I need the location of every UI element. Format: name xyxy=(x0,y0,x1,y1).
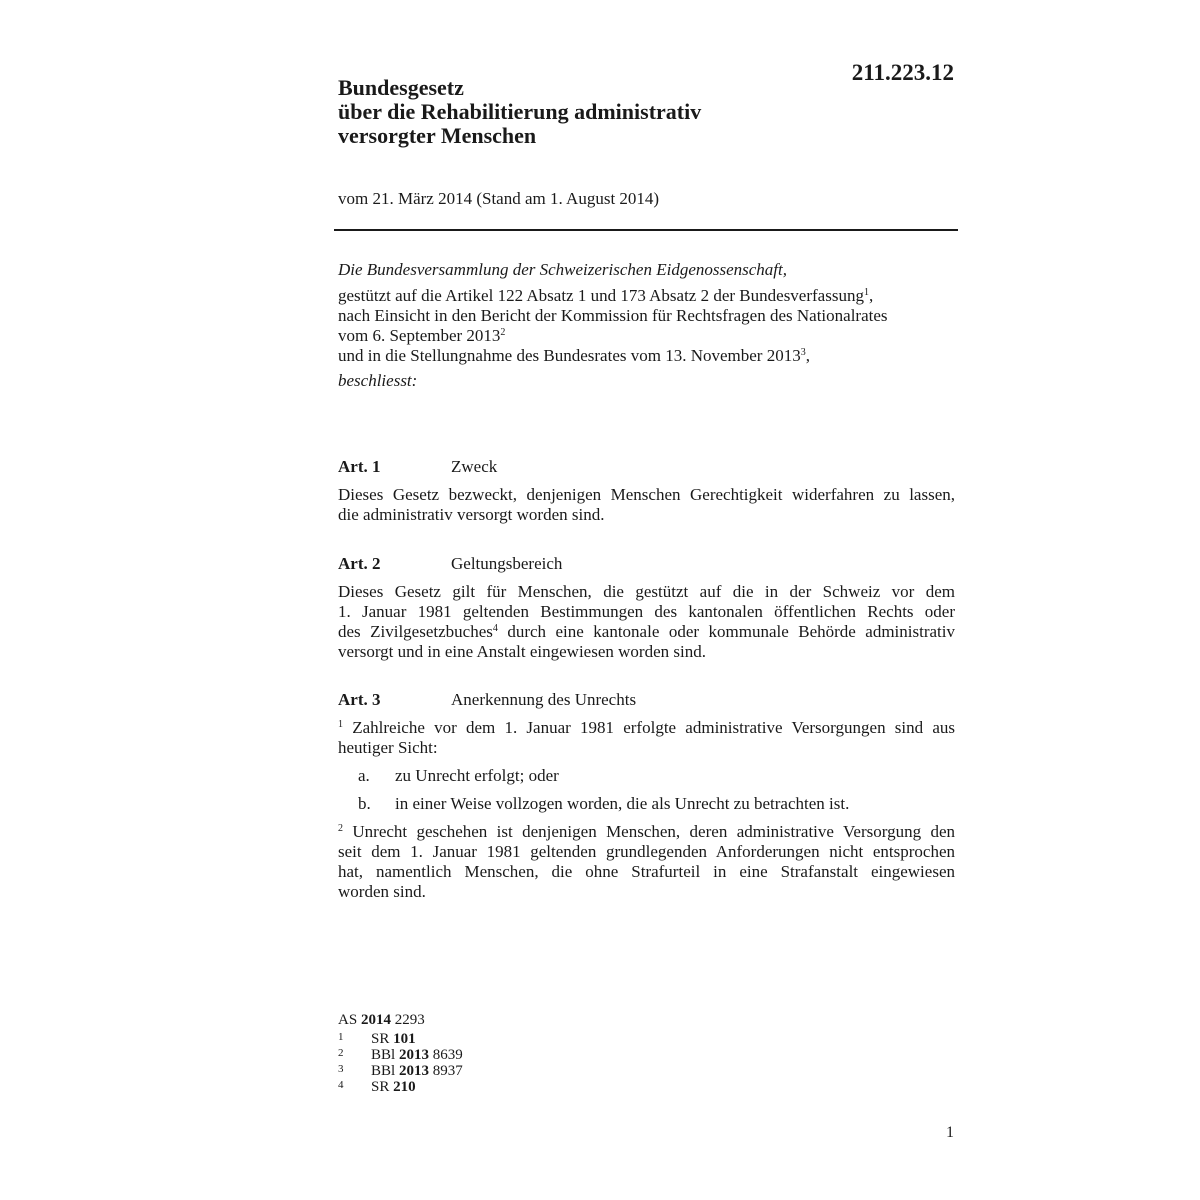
article-heading: Zweck xyxy=(451,457,498,476)
resolves-line: beschliesst: xyxy=(338,371,418,390)
footnote-ref[interactable]: 4 xyxy=(492,623,498,634)
as-reference: AS 2014 2293 xyxy=(338,1012,425,1028)
preamble-line: gestützt auf die Artikel 122 Absatz 1 und 173 Absatz 2 der Bundesverfassung$^1$, xyxy=(338,286,874,305)
footnote: 4 SR 210 xyxy=(338,1079,416,1095)
article-number: Art. 2 xyxy=(338,554,381,573)
title-line: über die Rehabilitierung administrativ xyxy=(338,99,702,124)
header-divider xyxy=(334,229,958,231)
list-text: in einer Weise vollzogen worden, die als Unrecht zu betrachten ist. xyxy=(395,794,850,813)
title-line: Bundesgesetz xyxy=(338,75,464,100)
article-paragraph: $^1$ Zahlreiche vor dem 1. Januar 1981 erfolgte administrative Versorgungen sind aus heutiger Sicht: xyxy=(338,718,955,757)
footnote-ref[interactable]: 1 xyxy=(863,287,869,298)
preamble xyxy=(338,260,958,391)
article-paragraph: $^2$ Unrecht geschehen ist denjenigen Menschen, deren administrative Versorgung den seit dem 1. Januar 1981 geltenden grundlegenden Anforderungen nicht entsprochen hat, namentlich Menschen, die ohne Strafurteil in eine Strafanstalt eingewiesen worden sind. xyxy=(338,822,955,901)
footnote: 3 BBl 2013 8937 xyxy=(338,1063,463,1079)
footnote: 2 BBl 2013 8639 xyxy=(338,1047,463,1063)
footnote-ref[interactable]: 2 xyxy=(500,327,506,338)
list-text: zu Unrecht erfolgt; oder xyxy=(395,766,559,785)
article-header xyxy=(338,457,955,477)
article-heading: Geltungsbereich xyxy=(451,554,563,573)
list-letter: b. xyxy=(358,794,371,813)
article-paragraph: Dieses Gesetz bezweckt, denjenigen Menschen Gerechtigkeit widerfahren zu lassen, die administrativ versorgt worden sind. xyxy=(338,485,955,524)
preamble-line: und in die Stellungnahme des Bundesrates vom 13. November 2013$^3$, xyxy=(338,346,810,365)
date-line: vom 21. März 2014 (Stand am 1. August 2014) xyxy=(338,189,660,208)
footnote: 1 SR 101 xyxy=(338,1031,416,1047)
article-2 xyxy=(338,554,955,662)
footnote-ref[interactable]: 3 xyxy=(800,347,806,358)
list-item xyxy=(338,794,955,814)
enacting-body: Die Bundesversammlung der Schweizerischen Eidgenossenschaft, xyxy=(338,260,787,279)
sr-number: 211.223.12 xyxy=(851,60,954,85)
law-title xyxy=(338,76,808,148)
article-1 xyxy=(338,457,955,525)
list-item xyxy=(338,766,955,786)
list-letter: a. xyxy=(358,766,370,785)
article-number: Art. 1 xyxy=(338,457,381,476)
paragraph-number: 1 xyxy=(338,719,343,730)
article-header xyxy=(338,690,955,710)
page-number: 1 xyxy=(946,1124,954,1141)
article-3 xyxy=(338,690,955,902)
preamble-line: vom 6. September 2013$^2$ xyxy=(338,326,506,345)
article-header xyxy=(338,554,955,574)
article-number: Art. 3 xyxy=(338,690,381,709)
title-line: versorgter Menschen xyxy=(338,123,537,148)
paragraph-number: 2 xyxy=(338,823,343,834)
article-paragraph: Dieses Gesetz gilt für Menschen, die gestützt auf die in der Schweiz vor dem 1. Januar 1981 geltenden Bestimmungen des kantonalen öffentlichen Rechts oder des Zivilgesetzbuches$^4$ durch eine kantonale oder kommunale Behörde administrativ versorgt und in eine Anstalt eingewiesen worden sind. xyxy=(338,582,955,661)
footnotes xyxy=(338,1012,463,1095)
preamble-line: nach Einsicht in den Bericht der Kommission für Rechtsfragen des Nationalrates xyxy=(338,306,888,325)
article-heading: Anerkennung des Unrechts xyxy=(451,690,637,709)
